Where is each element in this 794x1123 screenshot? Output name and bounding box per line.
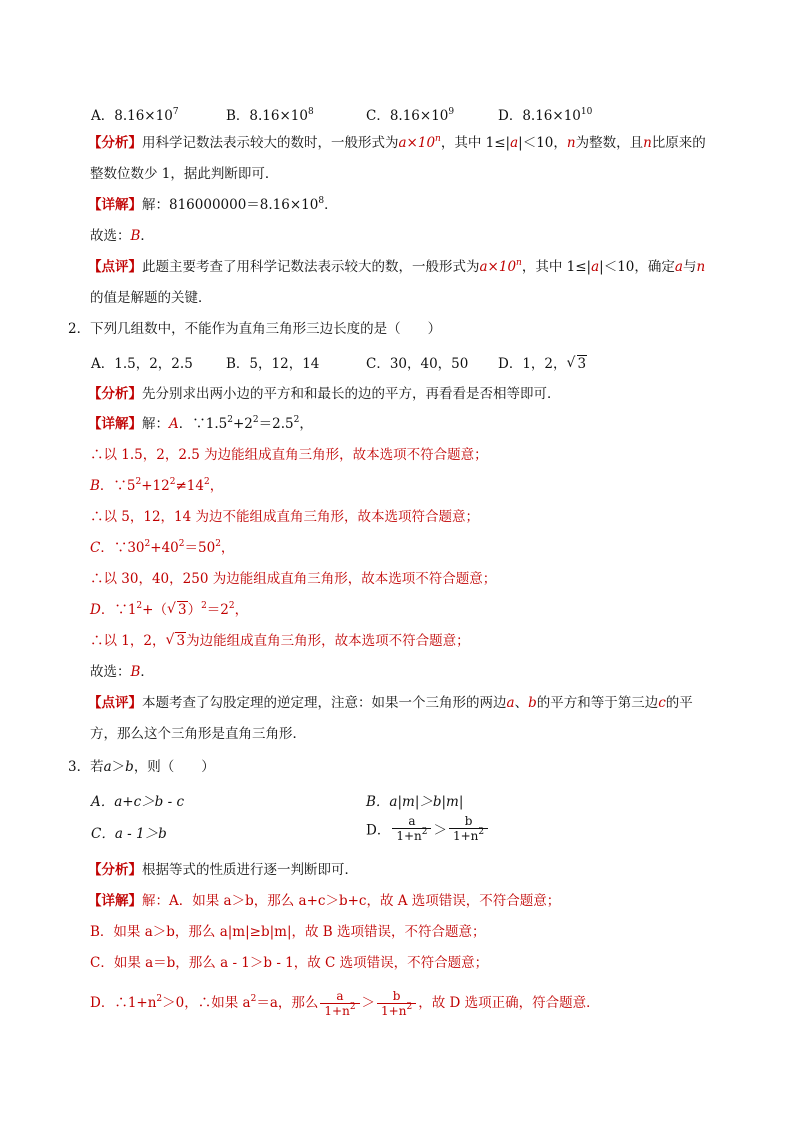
q1-option-c: C．$8.16\times 10^9$ [366, 107, 455, 124]
q3-stem: 3．若a＞b，则（ ） [68, 759, 215, 775]
q2-detail-a: 【详解】解：A．$\because 1.5^2+2^2=2.5^2$， [88, 415, 313, 432]
q1-analysis-line-1: 【分析】用科学记数法表示较大的数时，一般形式为$a\times 10^n$，其中 1≤|a|＜10，n为整数，且n比原来的 [88, 134, 706, 151]
sqrt-symbol: √ 3 [566, 355, 587, 372]
q2-stem: 2．下列几组数中，不能作为直角三角形三边长度的是（ ） [68, 321, 442, 337]
q2-analysis: 【分析】先分别求出两小边的平方和和最长的边的平方，再看看是否相等即可． [88, 386, 561, 402]
sqrt-symbol: √ 3 [166, 601, 187, 618]
q3-option-d: D． $\frac{a}{1+n^2}$ ＞ $\frac{b}{1+n^2}$ [366, 814, 490, 843]
q1-comment-line-2: 的值是解题的关键． [90, 290, 212, 306]
q1-detail: 【详解】解：$816000000=8.16\times 10^8$． [88, 196, 338, 213]
q2-comment-line-1: 【点评】本题考查了勾股定理的逆定理，注意：如果一个三角形的两边a、b的平方和等于第三边c的平 [88, 695, 693, 711]
q2-option-b: B．5，12，14 [226, 356, 320, 372]
q2-option-a: A．1.5，2，2.5 [91, 356, 193, 372]
fraction-a: $\frac{a}{1+n^2}$ [392, 814, 431, 843]
q1-comment-line-1: 【点评】此题主要考查了用科学记数法表示较大的数，一般形式为$a\times 10^n$，其中 1≤|a|＜10，确定a与n [88, 258, 706, 275]
q3-option-a: A．a+c＞b - c [91, 794, 185, 810]
q3-detail-d: D．$\therefore 1+n^2>0$，∴如果 $a^2=a$，那么 $\frac{a}{1+n^2}$ ＞ $\frac{b}{1+n^2}$ ，故 D 选项正确，符合题意． [90, 989, 600, 1018]
sqrt-symbol: √ 3 [165, 632, 186, 649]
q1-choice: 故选：B． [90, 228, 154, 244]
fraction-a: $\frac{a}{1+n^2}$ [320, 989, 359, 1018]
q2-detail-b: B．$\because 5^2+12^2\ne 14^2$， [90, 477, 224, 494]
q3-detail-a: 【详解】解：A．如果 a＞b，那么 a+c＞b+c，故 A 选项错误，不符合题意； [88, 893, 561, 909]
q3-option-c: C．a - 1＞b [91, 826, 167, 842]
q2-detail-a-conclusion: ∴以 1.5，2，2.5 为边能组成直角三角形，故本选项不符合题意； [90, 447, 488, 463]
q2-detail-d: D．$\because 1^2+$（ √ $3)^2=2^2$， [90, 601, 249, 618]
q3-analysis: 【分析】根据等式的性质进行逐一判断即可． [88, 862, 358, 878]
q3-detail-b: B．如果 a＞b，那么 a|m|≥b|m|，故 B 选项错误，不符合题意； [90, 924, 486, 940]
q3-option-b: B．a|m|＞b|m| [366, 794, 464, 810]
q1-option-d: D．$8.16\times 10^{10}$ [498, 107, 593, 124]
q1-option-b: B．$8.16\times 10^8$ [226, 107, 314, 124]
q2-choice: 故选：B． [90, 664, 154, 680]
q2-comment-line-2: 方，那么这个三角形是直角三角形． [90, 726, 306, 742]
q2-detail-b-conclusion: ∴以 5，12，14 为边不能组成直角三角形，故本选项符合题意； [90, 509, 480, 525]
fraction-b: $\frac{b}{1+n^2}$ [449, 814, 488, 843]
q1-analysis-line-2: 整数位数少 1，据此判断即可． [90, 166, 279, 182]
q1-option-a: A．$8.16\times 10^7$ [91, 107, 179, 124]
q2-detail-c: C．$\because 30^2+40^2=50^2$， [90, 539, 235, 556]
q2-detail-d-conclusion: ∴以 1，2， √ 3为边能组成直角三角形，故本选项不符合题意； [90, 632, 470, 649]
q3-detail-c: C．如果 a＝b，那么 a - 1＞b - 1，故 C 选项错误，不符合题意； [90, 955, 489, 971]
q2-option-d: D．1，2， √ 3 [498, 355, 587, 372]
fraction-b: $\frac{b}{1+n^2}$ [377, 989, 416, 1018]
q2-detail-c-conclusion: ∴以 30，40，250 为边能组成直角三角形，故本选项不符合题意； [90, 571, 497, 587]
q2-option-c: C．30，40，50 [366, 356, 469, 372]
